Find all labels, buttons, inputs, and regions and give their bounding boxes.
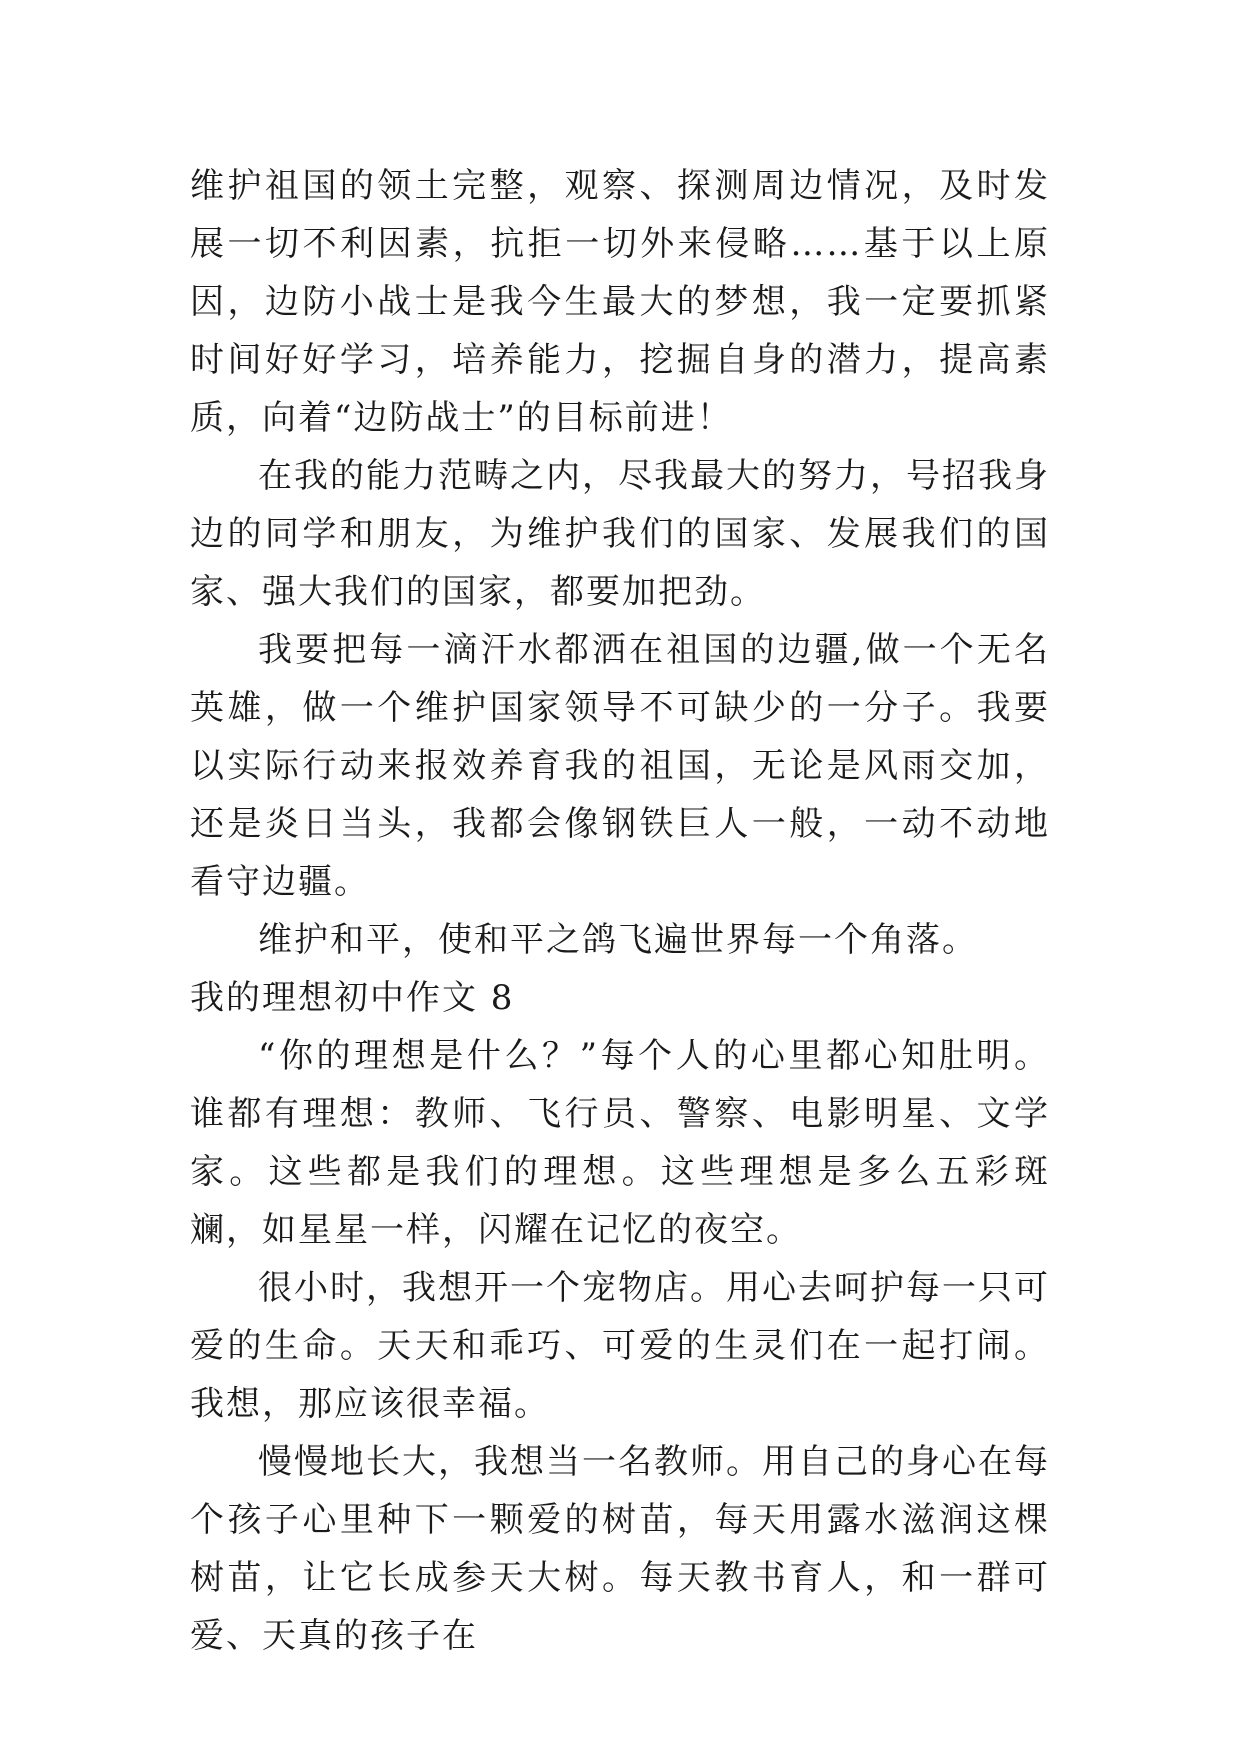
paragraph: 很小时，我想开一个宠物店。用心去呵护每一只可爱的生命。天天和乖巧、可爱的生灵们在一起打闹。我想，那应该很幸福。 <box>190 1268 1050 1424</box>
section-title: 我的理想初中作文 8 <box>190 978 515 1018</box>
paragraph: 维护和平，使和平之鸽飞遍世界每一个角落。 <box>258 920 978 960</box>
paragraph: “你的理想是什么？”每个人的心里都心知肚明。谁都有理想：教师、飞行员、警察、电影明星、文学家。这些都是我们的理想。这些理想是多么五彩斑斓，如星星一样，闪耀在记忆的夜空。 <box>190 1036 1050 1250</box>
paragraph: 维护祖国的领土完整，观察、探测周边情况，及时发展一切不利因素，抗拒一切外来侵略……基于以上原因，边防小战士是我今生最大的梦想，我一定要抓紧时间好好学习，培养能力，挖掘自身的潜力，提高素质，向着“边防战士”的目标前进！ <box>190 166 1050 438</box>
paragraph: 在我的能力范畴之内，尽我最大的努力，号招我身边的同学和朋友，为维护我们的国家、发展我们的国家、强大我们的国家，都要加把劲。 <box>190 456 1050 612</box>
paragraph: 我要把每一滴汗水都洒在祖国的边疆,做一个无名英雄，做一个维护国家领导不可缺少的一分子。我要以实际行动来报效养育我的祖国，无论是风雨交加，还是炎日当头，我都会像钢铁巨人一般，一动不动地看守边疆。 <box>190 630 1050 902</box>
document-body <box>190 157 1050 1665</box>
paragraph: 慢慢地长大，我想当一名教师。用自己的身心在每个孩子心里种下一颗爱的树苗，每天用露水滋润这棵树苗，让它长成参天大树。每天教书育人，和一群可爱、天真的孩子在 <box>190 1442 1050 1656</box>
